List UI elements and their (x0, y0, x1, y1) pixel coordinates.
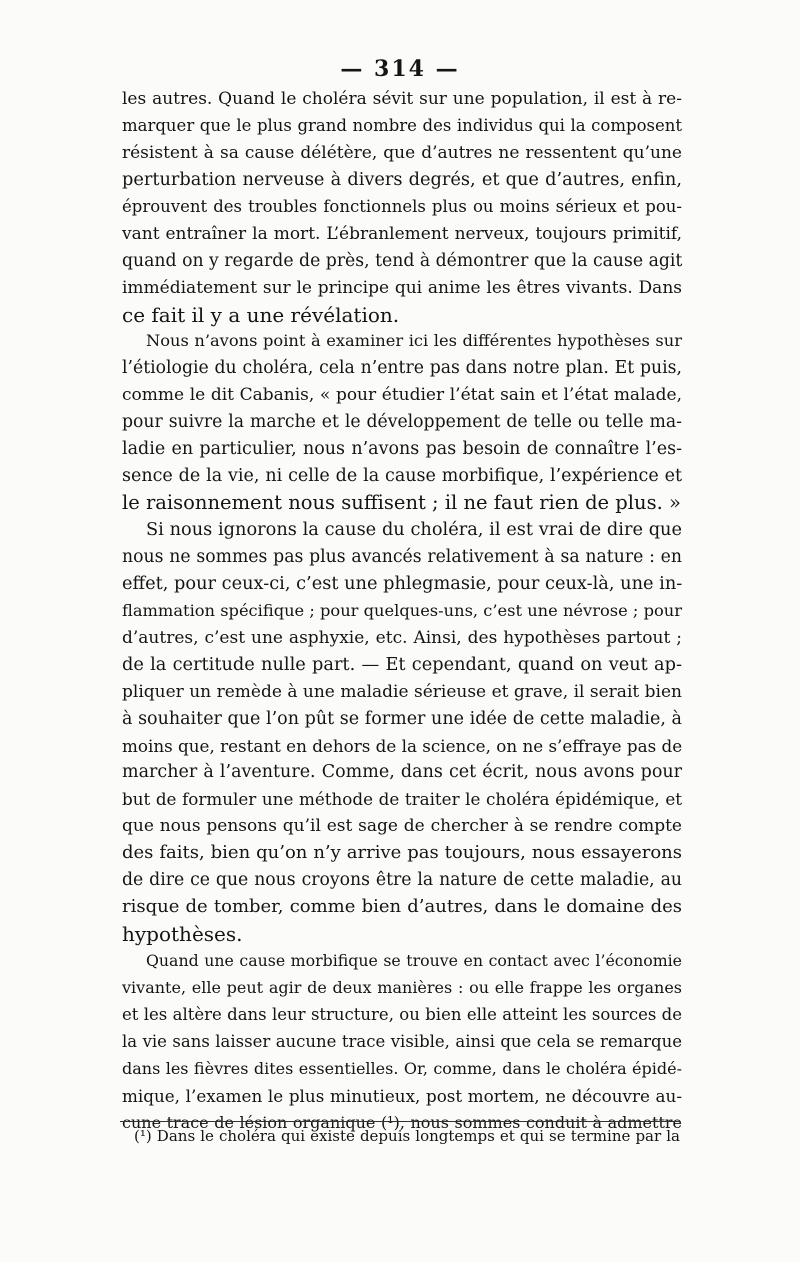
text-line: Nous n’avons point à examiner ici les différentes hypothèses sur (146, 331, 682, 351)
text-line: que nous pensons qu’il est sage de chercher à se rendre compte (122, 816, 682, 837)
paragraph (122, 517, 682, 948)
text-line: perturbation nerveuse à divers degrés, et que d’autres, enfin, (122, 169, 682, 190)
paragraph (122, 948, 682, 1137)
text-line: ladie en particulier, nous n’avons pas besoin de connaître l’es- (122, 439, 682, 460)
text-line: de dire ce que nous croyons être la nature de cette maladie, au (122, 870, 682, 891)
text-line: des faits, bien qu’on n’y arrive pas toujours, nous essayerons (122, 842, 682, 864)
text-line: Si nous ignorons la cause du choléra, il est vrai de dire que (146, 520, 682, 540)
text-line: à souhaiter que l’on pût se former une idée de cette maladie, à (122, 708, 682, 729)
text-line: d’autres, c’est une asphyxie, etc. Ainsi, des hypothèses partout ; (122, 627, 682, 648)
text-line: moins que, restant en dehors de la science, on ne s’effraye pas de (122, 735, 683, 756)
footnote-divider (120, 1121, 680, 1122)
footnote: (¹) Dans le choléra qui existe depuis longtemps et qui se termine par la (134, 1127, 680, 1145)
text-line: vivante, elle peut agir de deux manières : ou elle frappe les organes (122, 977, 682, 997)
text-line: pour suivre la marche et le développement de telle ou telle ma- (122, 412, 682, 433)
paragraph (122, 86, 682, 328)
text-line: immédiatement sur le principe qui anime les êtres vivants. Dans (122, 277, 682, 298)
text-line: l’étiologie du choléra, cela n’entre pas dans notre plan. Et puis, (122, 358, 682, 379)
body-text (122, 86, 682, 1137)
page-number: — 314 — (340, 56, 460, 82)
text-line: marquer que le plus grand nombre des individus qui la composent (122, 115, 682, 135)
text-line: effet, pour ceux-ci, c’est une phlegmasie, pour ceux-là, une in- (122, 573, 683, 594)
text-line: dans les fièvres dites essentielles. Or, comme, dans le choléra épidé- (122, 1058, 682, 1078)
text-line: et les altère dans leur structure, ou bien elle atteint les sources de (122, 1004, 682, 1024)
text-line: flammation spécifique ; pour quelques-uns, c’est une névrose ; pour (122, 600, 682, 620)
text-line: vant entraîner la mort. L’ébranlement nerveux, toujours primitif, (122, 223, 682, 244)
text-line: le raisonnement nous suffisent ; il ne faut rien de plus. » (122, 491, 681, 515)
text-line: sence de la vie, ni celle de la cause morbifique, l’expérience et (122, 466, 682, 487)
text-line: comme le dit Cabanis, « pour étudier l’état sain et l’état malade, (122, 385, 682, 406)
text-line: de la certitude nulle part. — Et cependant, quand on veut ap- (122, 654, 682, 675)
text-line: la vie sans laisser aucune trace visible, ainsi que cela se remarque (122, 1031, 682, 1051)
text-line: les autres. Quand le choléra sévit sur une population, il est à re- (122, 89, 682, 109)
text-line: cune trace de lésion organique (¹), nous sommes conduit à admettre (122, 1112, 682, 1132)
text-line: nous ne sommes pas plus avancés relativement à sa nature : en (122, 546, 682, 567)
text-line: résistent à sa cause délétère, que d’autres ne ressentent qu’une (122, 142, 682, 163)
paragraph (122, 328, 682, 517)
text-line: quand on y regarde de près, tend à démontrer que la cause agit (122, 250, 683, 271)
text-line: mique, l’examen le plus minutieux, post mortem, ne découvre au- (122, 1085, 682, 1106)
text-line: hypothèses. (122, 922, 243, 947)
text-line: risque de tomber, comme bien d’autres, dans le domaine des (122, 896, 682, 918)
text-line: ce fait il y a une révélation. (122, 302, 400, 327)
text-line: Quand une cause morbifique se trouve en contact avec l’économie (146, 951, 682, 970)
text-line: but de formuler une méthode de traiter le choléra épidémique, et (122, 789, 682, 810)
text-line: marcher à l’aventure. Comme, dans cet écrit, nous avons pour (122, 762, 682, 783)
text-line: éprouvent des troubles fonctionnels plus ou moins sérieux et pou- (122, 196, 682, 216)
text-line: pliquer un remède à une maladie sérieuse et grave, il serait bien (122, 681, 682, 702)
